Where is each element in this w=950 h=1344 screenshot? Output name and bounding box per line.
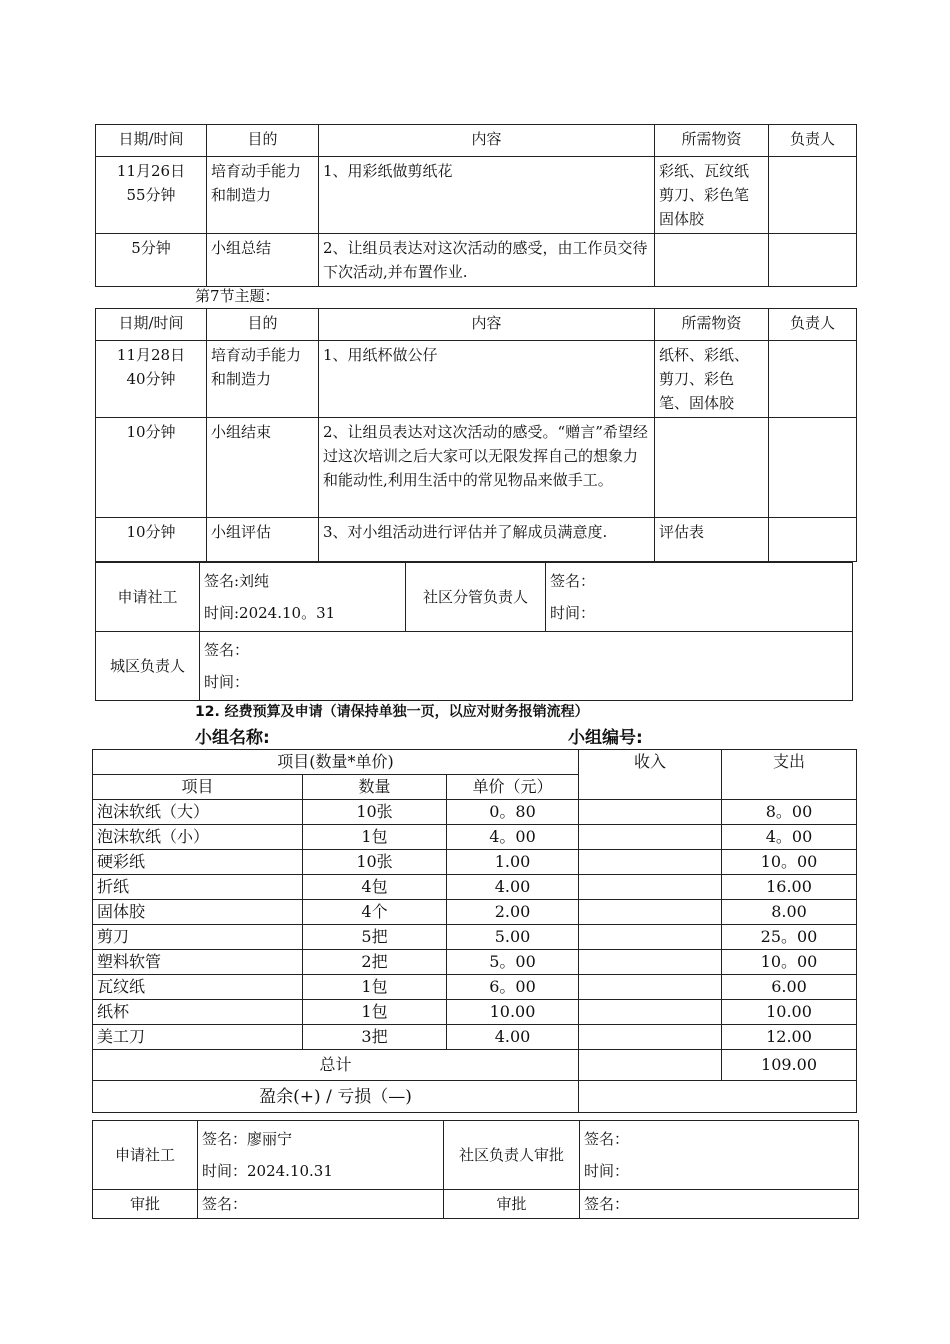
- session7-title: 第7节主题：: [195, 287, 280, 305]
- total-label: 总计: [93, 1050, 579, 1081]
- budget-table: [92, 749, 857, 1113]
- materials-cell: 彩纸、瓦纹纸 剪刀、彩色笔 固体胶: [655, 157, 769, 234]
- col-qty: 数量: [303, 775, 447, 800]
- col-price: 单价（元）: [447, 775, 579, 800]
- approve-sign: 签名：: [198, 1190, 444, 1219]
- budget-heading: 12. 经费预算及申请（请保持单独一页，以应对财务报销流程）: [195, 704, 589, 720]
- surplus-value: [579, 1081, 857, 1113]
- district-sign-cell: 签名： 时间：: [200, 632, 853, 701]
- applicant-sign-cell: 签名：廖丽宁 时间：2024.10.31: [198, 1121, 444, 1190]
- purpose-cell: 小组结束: [207, 418, 319, 518]
- header-content: 内容: [319, 309, 655, 341]
- time-cell: 10分钟: [96, 418, 207, 518]
- applicant-label: 申请社工: [96, 563, 200, 632]
- approve-label: 审批: [93, 1190, 198, 1219]
- table-row: 折纸 4包 4.00 16.00: [93, 875, 857, 900]
- table-row: 硬彩纸 10张 1.00 10。00: [93, 850, 857, 875]
- table-row: 泡沫软纸（大） 10张 0。80 8。00: [93, 800, 857, 825]
- approve-sign-2: 签名：: [580, 1190, 859, 1219]
- col-item: 项目: [93, 775, 303, 800]
- signature-row: [96, 632, 853, 701]
- signature-table-1: [95, 562, 853, 701]
- applicant-sign-cell: 签名:刘纯 时间:2024.10。31: [200, 563, 406, 632]
- applicant-label: 申请社工: [93, 1121, 198, 1190]
- table-row: 纸杯 1包 10.00 10.00: [93, 1000, 857, 1025]
- header-time: 日期/时间: [96, 309, 207, 341]
- table-row: 美工刀 3把 4.00 12.00: [93, 1025, 857, 1050]
- table-row: 瓦纹纸 1包 6。00 6.00: [93, 975, 857, 1000]
- table-row: 剪刀 5把 5.00 25。00: [93, 925, 857, 950]
- item-group-header: 项目(数量*单价): [93, 750, 579, 775]
- header-time: 日期/时间: [96, 125, 207, 157]
- community-sign-cell: 签名： 时间：: [580, 1121, 859, 1190]
- table-row: 泡沫软纸（小） 1包 4。00 4。00: [93, 825, 857, 850]
- community-label: 社区分管负责人: [406, 563, 546, 632]
- purpose-cell: 培育动手能力和制造力: [207, 341, 319, 418]
- header-purpose: 目的: [207, 125, 319, 157]
- group-no-label: 小组编号:: [568, 728, 643, 748]
- approve-label-2: 审批: [444, 1190, 580, 1219]
- expense-header: 支出: [722, 750, 857, 800]
- purpose-cell: 小组总结: [207, 234, 319, 287]
- signature-row: [96, 563, 853, 632]
- materials-cell: [655, 234, 769, 287]
- total-value: 109.00: [722, 1050, 857, 1081]
- group-name-label: 小组名称:: [195, 728, 270, 748]
- time-cell: 11月28日 40分钟: [96, 341, 207, 418]
- content-cell: 2、让组员表达对这次活动的感受。“赠言”希望经过这次培训之后大家可以无限发挥自己的想象力和能动性,利用生活中的常见物品来做手工。: [319, 418, 655, 518]
- signature-table-2: [92, 1120, 859, 1219]
- header-content: 内容: [319, 125, 655, 157]
- content-cell: 3、对小组活动进行评估并了解成员满意度.: [319, 518, 655, 562]
- time-cell: 10分钟: [96, 518, 207, 562]
- header-owner: 负责人: [769, 309, 857, 341]
- header-materials: 所需物资: [655, 125, 769, 157]
- table-row: [96, 518, 857, 562]
- income-header: 收入: [579, 750, 722, 800]
- total-income: [579, 1050, 722, 1081]
- owner-cell: [769, 418, 857, 518]
- table-row: [96, 341, 857, 418]
- total-row: [93, 1050, 857, 1081]
- community-sign-cell: 签名： 时间：: [546, 563, 853, 632]
- table-row: 固体胶 4个 2.00 8.00: [93, 900, 857, 925]
- table-row: [96, 234, 857, 287]
- owner-cell: [769, 518, 857, 562]
- community-label: 社区负责人审批: [444, 1121, 580, 1190]
- signature-row: [93, 1121, 859, 1190]
- purpose-cell: 培育动手能力和制造力: [207, 157, 319, 234]
- plan-header-row: [96, 309, 857, 341]
- table-row: [96, 157, 857, 234]
- plan-table-1: [95, 124, 857, 287]
- materials-cell: 纸杯、彩纸、 剪刀、彩色 笔、固体胶: [655, 341, 769, 418]
- owner-cell: [769, 341, 857, 418]
- purpose-cell: 小组评估: [207, 518, 319, 562]
- content-cell: 2、让组员表达对这次活动的感受，由工作员交待下次活动,并布置作业.: [319, 234, 655, 287]
- budget-header-row: [93, 750, 857, 775]
- surplus-row: [93, 1081, 857, 1113]
- plan-header-row: [96, 125, 857, 157]
- owner-cell: [769, 234, 857, 287]
- materials-cell: [655, 418, 769, 518]
- surplus-label: 盈余(+) / 亏损（—): [93, 1081, 579, 1113]
- table-row: [96, 418, 857, 518]
- materials-cell: 评估表: [655, 518, 769, 562]
- header-materials: 所需物资: [655, 309, 769, 341]
- header-owner: 负责人: [769, 125, 857, 157]
- plan-table-2: [95, 308, 857, 562]
- time-cell: 5分钟: [96, 234, 207, 287]
- content-cell: 1、用彩纸做剪纸花: [319, 157, 655, 234]
- table-row: 塑料软管 2把 5。00 10。00: [93, 950, 857, 975]
- owner-cell: [769, 157, 857, 234]
- content-cell: 1、用纸杯做公仔: [319, 341, 655, 418]
- signature-row: [93, 1190, 859, 1219]
- district-label: 城区负责人: [96, 632, 200, 701]
- header-purpose: 目的: [207, 309, 319, 341]
- time-cell: 11月26日 55分钟: [96, 157, 207, 234]
